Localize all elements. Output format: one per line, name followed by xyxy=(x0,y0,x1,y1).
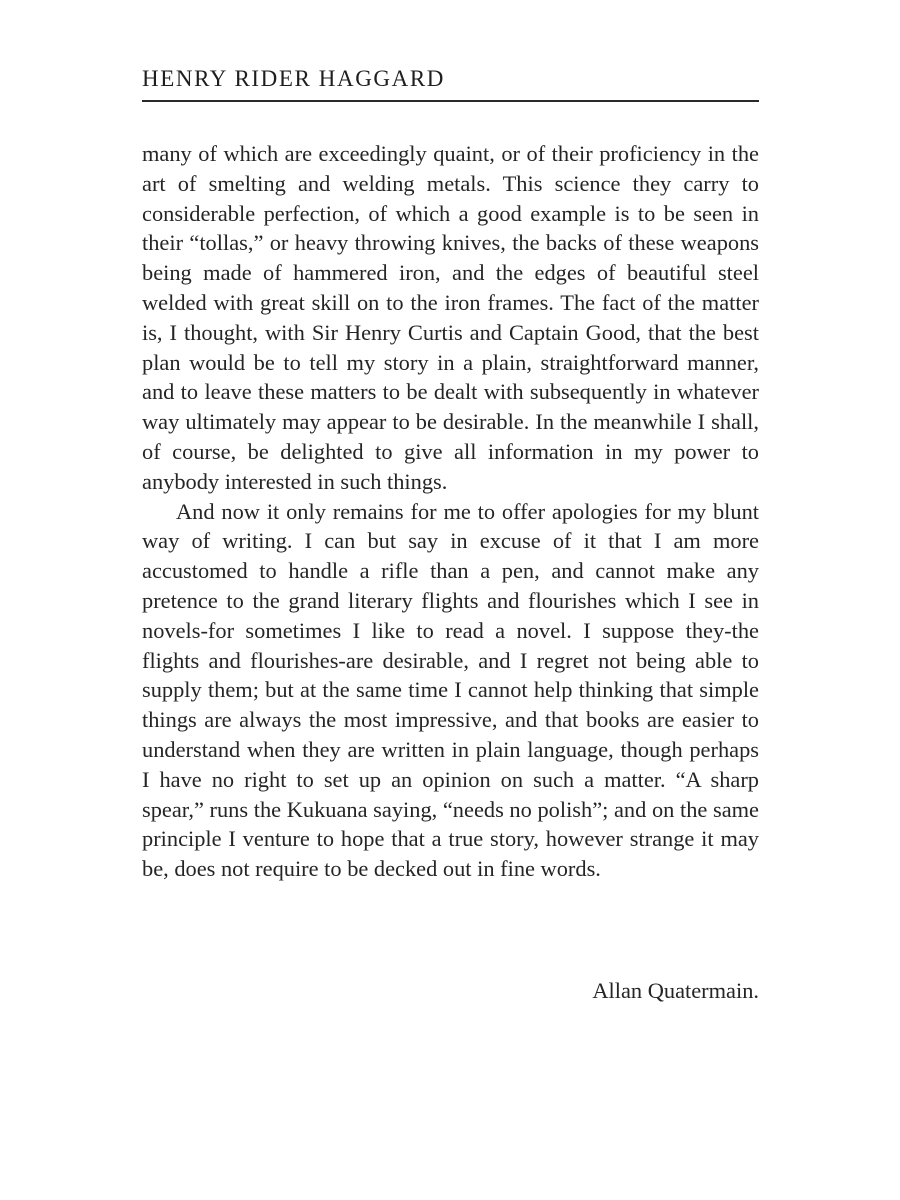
paragraph-apology: And now it only remains for me to offer apologies for my blunt way of writing. I can but say in excuse of it that I am more accustomed to handle a rifle than a pen, and cannot make any pretence to the grand literary flights and flourishes which I see in novels-for sometimes I like to read a novel. I suppose they-the flights and flourishes-are desirable, and I regret not being able to supply them; but at the same time I cannot help thinking that simple things are always the most impressive, and that books are easier to understand when they are written in plain language, though perhaps I have no right to set up an opinion on such a matter. “A sharp spear,” runs the Kukuana saying, “needs no polish”; and on the same principle I venture to hope that a true story, however strange it may be, does not require to be decked out in fine words. xyxy=(142,498,759,882)
author-signature: Allan Quatermain. xyxy=(592,978,759,1003)
running-header-title: HENRY RIDER HAGGARD xyxy=(142,66,445,91)
header-rule xyxy=(142,100,759,102)
page-body xyxy=(142,139,759,884)
paragraph-continued: many of which are exceedingly quaint, or of their proficiency in the art of smelting and welding metals. This science they carry to considerable perfection, of which a good example is to be seen in their “tollas,” or heavy throwing knives, the backs of these weapons being made of hammered iron, and the edges of beautiful steel welded with great skill on to the iron frames. The fact of the matter is, I thought, with Sir Henry Curtis and Captain Good, that the best plan would be to tell my story in a plain, straightforward manner, and to leave these matters to be dealt with subsequently in whatever way ultimately may appear to be desirable. In the meanwhile I shall, of course, be delighted to give all information in my power to anybody interested in such things. xyxy=(142,141,759,494)
